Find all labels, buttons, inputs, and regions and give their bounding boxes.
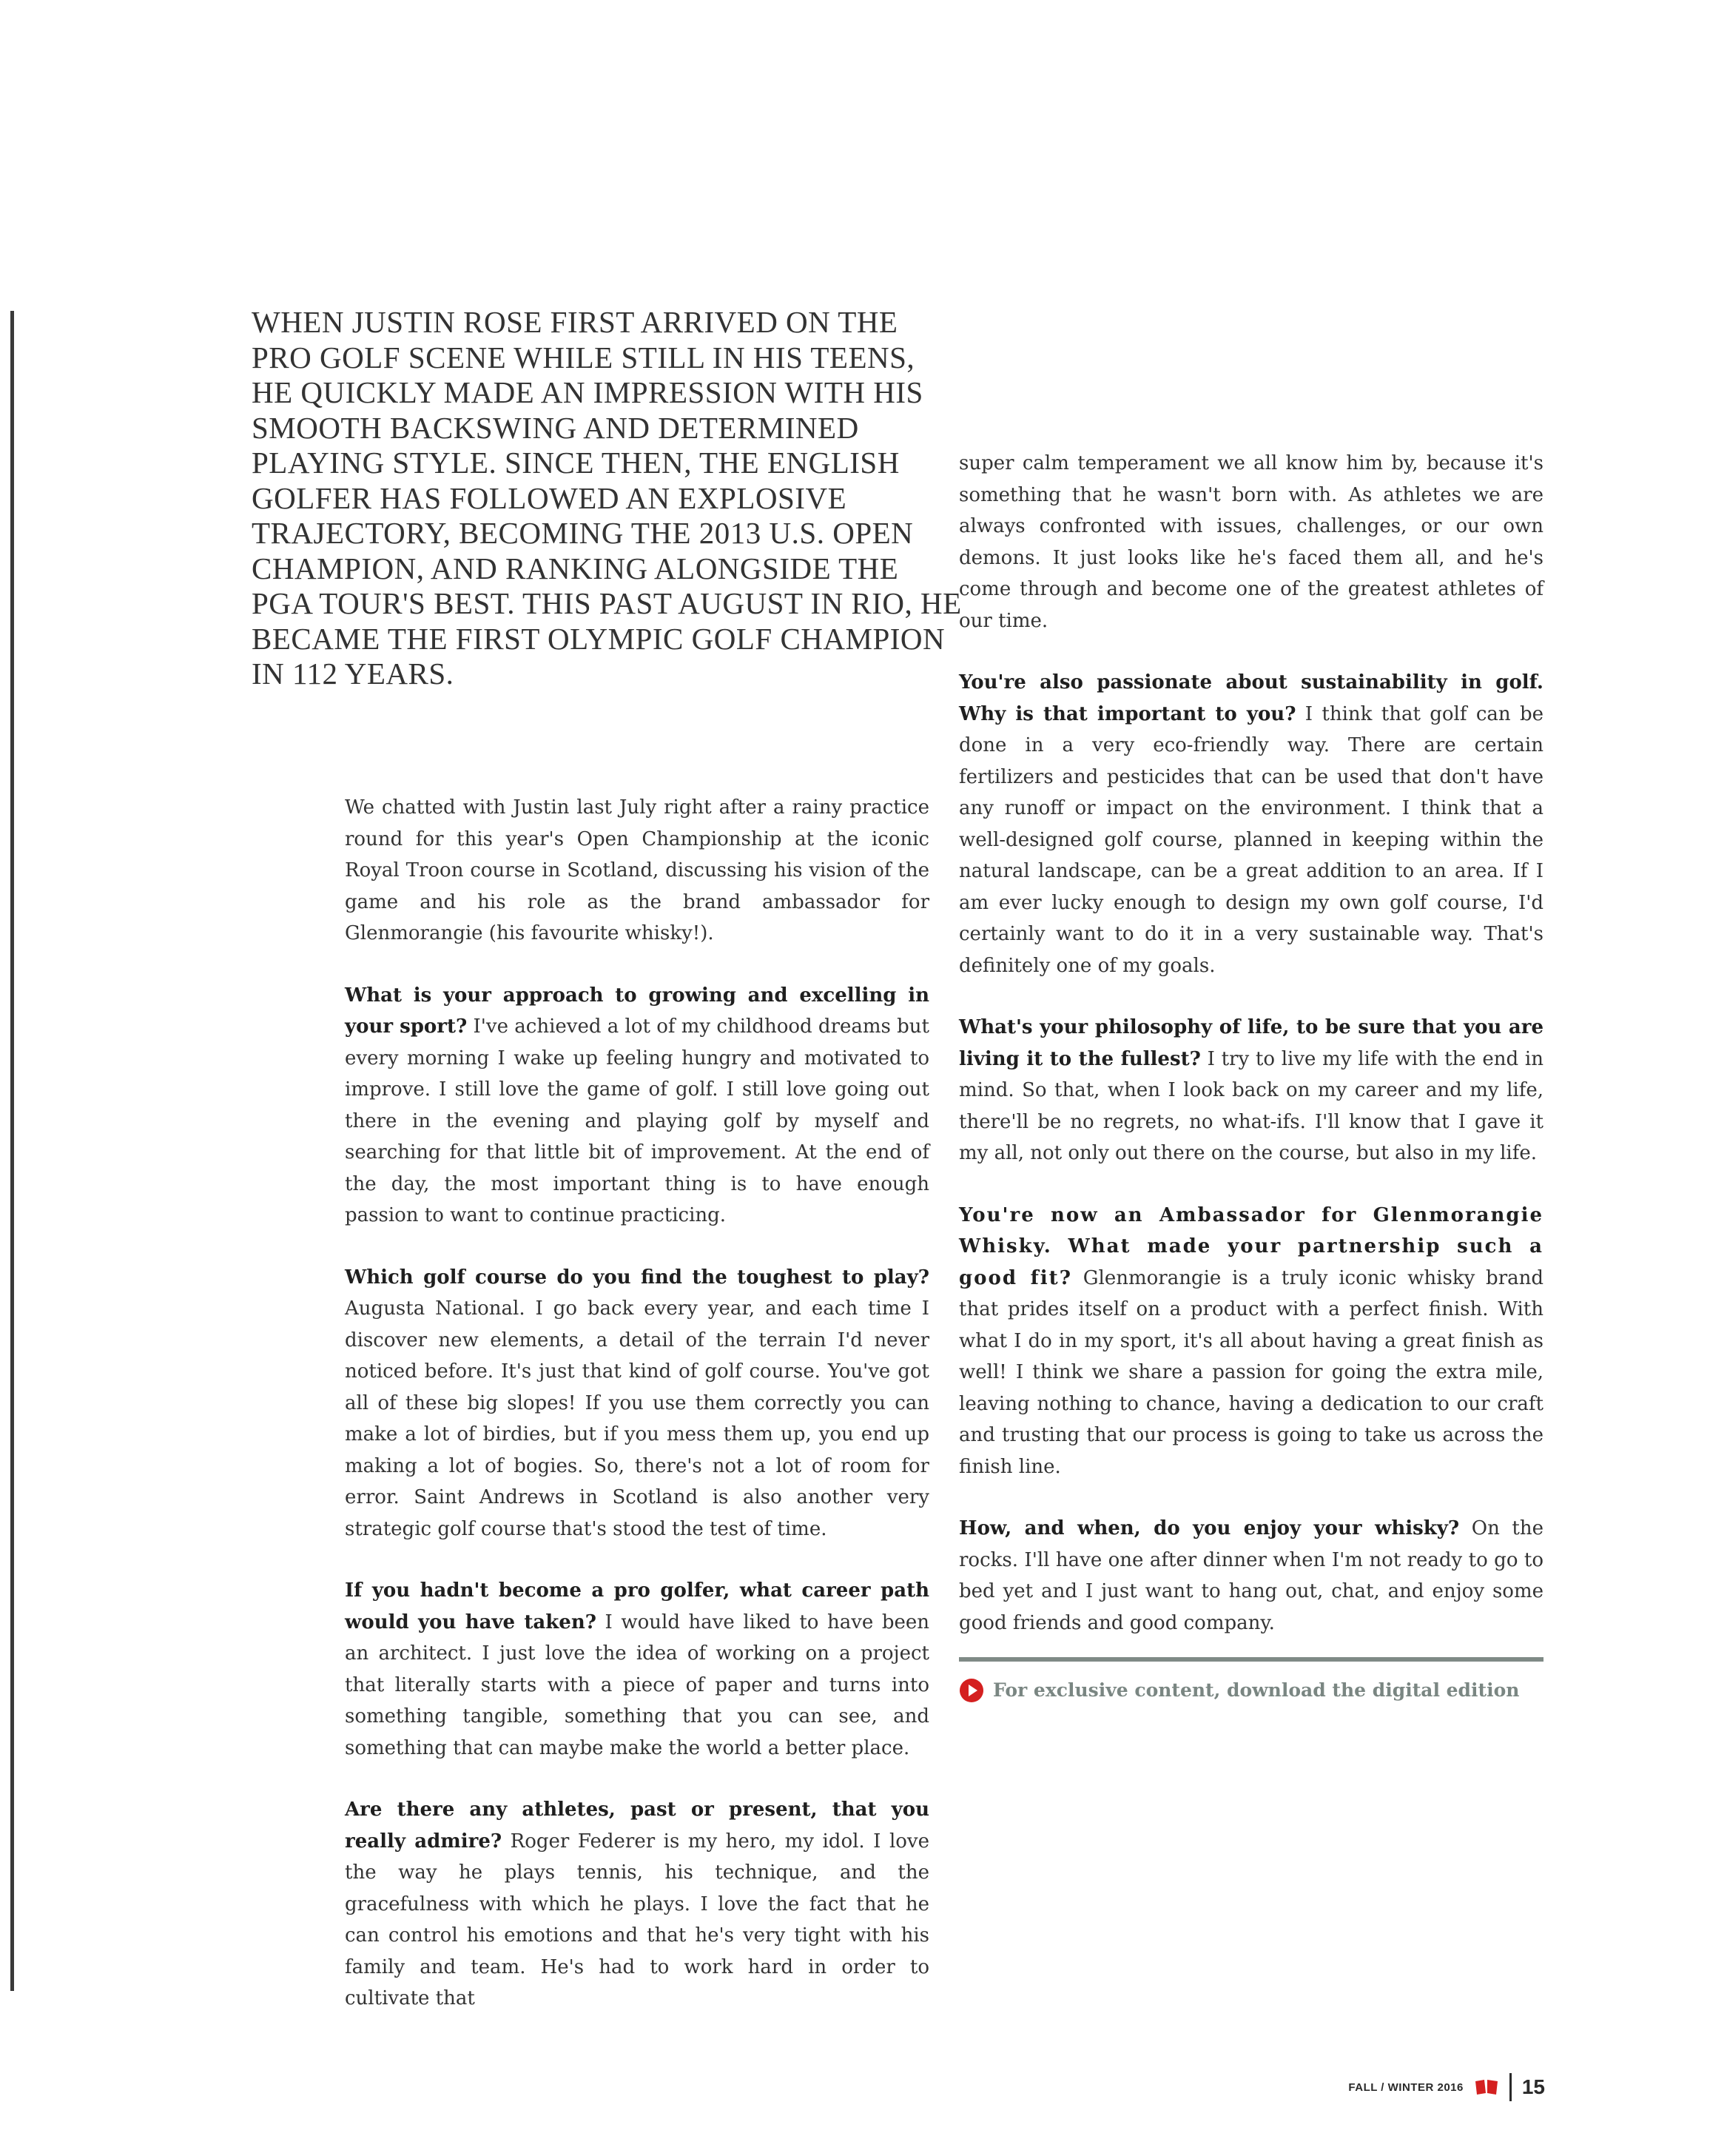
question-text: What's your philosophy of life, to be sure that you are living it to the fullest? xyxy=(959,1016,1543,1070)
qa-paragraph xyxy=(959,1513,1543,1639)
qa-paragraph xyxy=(345,1575,929,1764)
answer-text: Augusta National. I go back every year, and each time I discover new elements, a detail of the terrain I'd never noticed before. It's just that kind of golf course. You've got all of these big slopes! If you use them correctly you can make a lot of birdies, but if you mess them up, you end up making a lot of bogies. So, there's not a lot of room for error. Saint Andrews in Scotland is also another very strategic golf course that's stood the test of time. xyxy=(345,1297,929,1540)
left-margin-rule xyxy=(10,311,14,1991)
article-paragraph xyxy=(345,792,929,950)
answer-text: I would have liked to have been an architect. I just love the idea of working on a project that literally starts with a piece of paper and turns into something tangible, something that you can see, and something that can maybe make the world a better place. xyxy=(345,1611,929,1759)
digital-edition-link[interactable] xyxy=(959,1675,1543,1707)
qa-paragraph xyxy=(959,1012,1543,1169)
answer-text: I try to live my life with the end in mind. So that, when I look back on my career and my life, there'll be no regrets, no what-ifs. I'll know that I gave it my all, not only out there on the course, but also in my life. xyxy=(959,1047,1543,1164)
question-text: How, and when, do you enjoy your whisky? xyxy=(959,1517,1460,1539)
article-end-rule xyxy=(959,1657,1543,1662)
answer-text: I think that golf can be done in a very eco-friendly way. There are certain fertilizers and pesticides that can be used that don't have any runoff or impact on the environment. I think that a well-designed golf course, planned in keeping within the natural landscape, can be a great addition to an area. If I am ever lucky enough to design my own golf course, I'd certainly want to do it in a very sustainable way. That's definitely one of my goals. xyxy=(959,702,1543,977)
qa-paragraph xyxy=(345,1794,929,2015)
answer-text: On the rocks. I'll have one after dinner when I'm not ready to go to bed yet and I just want to hang out, chat, and enjoy some good friends and good company. xyxy=(959,1517,1544,1634)
magazine-logo-icon xyxy=(1474,2078,1499,2096)
play-icon xyxy=(959,1678,984,1703)
article-answer: We chatted with Justin last July right after a rainy practice round for this year's Open Championship at the iconic Royal Troon course in Scotland, discussing his vision of the game and his role as the brand ambassador for Glenmorangie (his favourite whisky!). xyxy=(345,796,929,944)
page-number: 15 xyxy=(1521,2075,1545,2098)
question-text: Which golf course do you find the toughest to play? xyxy=(345,1266,929,1289)
footer-separator xyxy=(1509,2073,1512,2101)
qa-paragraph xyxy=(959,1200,1543,1483)
qa-paragraph xyxy=(345,1262,929,1545)
article-column-right xyxy=(959,448,1543,1707)
question-text: You're now an Ambassador for Glenmorangie Whisky. What made your partnership such a good fit? xyxy=(959,1203,1543,1289)
article-column-left xyxy=(345,792,929,2045)
answer-text: Roger Federer is my hero, my idol. I love the way he plays tennis, his technique, and the gracefulness with which he plays. I love the fact that he can control his emotions and that he's very tight with his family and team. He's had to work hard in order to cultivate that xyxy=(345,1830,930,2009)
question-text: Are there any athletes, past or present, that you really admire? xyxy=(345,1799,929,1853)
continuation-paragraph: super calm temperament we all know him by, because it's something that he wasn't born with. As athletes we are always confronted with issues, challenges, or our own demons. It just looks like he's faced them all, and he's come through and become one of the greatest athletes of our time. xyxy=(959,452,1543,632)
page-footer xyxy=(1348,2072,1545,2102)
question-text: What is your approach to growing and excelling in your sport? xyxy=(345,984,929,1038)
question-text: You're also passionate about sustainability in golf. Why is that important to you? xyxy=(959,671,1543,725)
answer-text: I've achieved a lot of my childhood dreams but every morning I wake up feeling hungry and motivated to improve. I still love the game of golf. I still love going out there in the evening and playing golf by myself and searching for that little bit of improvement. At the end of the day, the most important thing is to have enough passion to want to continue practicing. xyxy=(345,1015,929,1226)
question-text: If you hadn't become a pro golfer, what career path would you have taken? xyxy=(345,1579,929,1633)
intro-paragraph: WHEN JUSTIN ROSE FIRST ARRIVED ON THE PRO GOLF SCENE WHILE STILL IN HIS TEENS, HE QUICKLY MADE AN IMPRESSION WITH HIS SMOOTH BACKSWING AND DETERMINED PLAYING STYLE. SINCE THEN, THE ENGLISH GOLFER HAS FOLLOWED AN EXPLOSIVE TRAJECTORY, BECOMING THE 2013 U.S. OPEN CHAMPION, AND RANKING ALONGSIDE THE PGA TOUR'S BEST. THIS PAST AUGUST IN RIO, HE BECAME THE FIRST OLYMPIC GOLF CHAMPION IN 112 YEARS. xyxy=(252,305,962,691)
answer-text: Glenmorangie is a truly iconic whisky brand that prides itself on a product with a perfect finish. With what I do in my sport, it's all about having a great finish as well! I think we share a passion for going the extra mile, leaving nothing to chance, having a dedication to our craft and trusting that our process is going to take us across the finish line. xyxy=(959,1266,1544,1478)
qa-paragraph xyxy=(345,980,929,1232)
qa-paragraph xyxy=(959,667,1543,981)
issue-label: FALL / WINTER 2016 xyxy=(1348,2081,1464,2094)
digital-edition-text: For exclusive content, download the digital edition xyxy=(993,1679,1520,1701)
